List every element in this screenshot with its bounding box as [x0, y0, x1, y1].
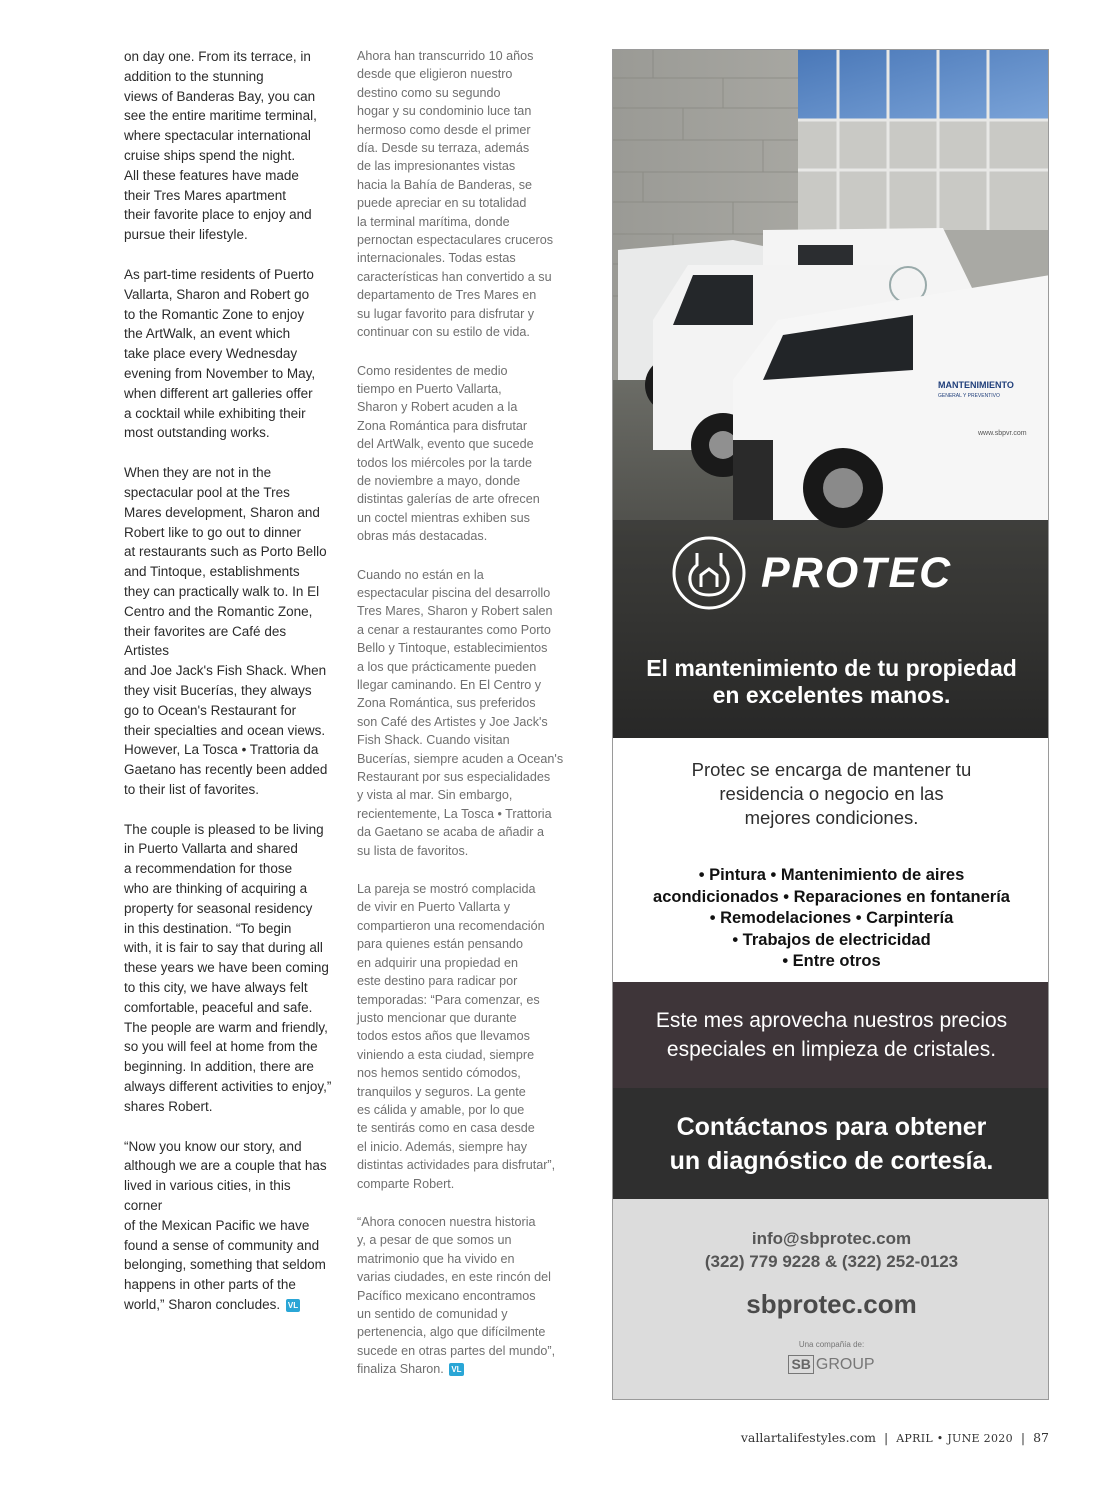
protec-logo	[671, 535, 952, 611]
sb-logo-word: GROUP	[815, 1355, 875, 1373]
ad-promo-banner: Este mes aprovecha nuestros precios especiales en limpieza de cristales.	[613, 982, 1049, 1088]
van-sign-main-text: MANTENIMIENTO	[938, 380, 1014, 390]
page-number: 87	[1033, 1430, 1049, 1445]
van-url-text: www.sbpvr.com	[978, 430, 1027, 437]
article-paragraph: As part-time residents of Puerto Vallarta, Sharon and Robert go to the Romantic Zone to enjoy the ArtWalk, an event which take place every Wednesday evening from November to May, when different art galleries offer a cocktail while exhibiting their most outstanding works.	[124, 266, 316, 441]
footer-separator: |	[1020, 1430, 1026, 1445]
article-paragraph: When they are not in the spectacular pool at the Tres Mares development, Sharon and Robert like to go out to dinner at restaurants such as Porto Bello and Tintoque, establishments they can practically walk to. In El Centro and the Romantic Zone, their favorites are Café des Artistes and Joe Jack's Fish Shack. When they visit Bucerías, they always go to Ocean's Restaurant for their specialties and ocean views. However, La Tosca • Trattoria da Gaetano has recently been added to their list of favorites.	[124, 465, 328, 797]
vl-end-mark-icon: VL	[451, 1365, 462, 1375]
article-column-english	[124, 47, 332, 1335]
ad-services-block	[613, 738, 1049, 982]
service-line: • Remodelaciones • Carpintería	[709, 909, 954, 927]
article-column-spanish	[357, 47, 567, 1399]
article-paragraph-text: “Now you know our story, and although we are a couple that has lived in various cities, in this corner of the Mexican Pacific we have found a sense of community and belonging, something that seldom happens in other parts of the world,” Sharon concludes.	[124, 1138, 327, 1313]
ad-intro-text: Protec se encarga de mantener tu residencia o negocio en las mejores condiciones.	[691, 759, 972, 828]
contact-email[interactable]: info@sbprotec.com	[751, 1229, 912, 1248]
company-label: Una compañía de:	[798, 1340, 865, 1349]
article-paragraph: Como residentes de medio tiempo en Puerto Vallarta, Sharon y Robert acuden a la Zona Romántica para disfrutar del ArtWalk, evento que sucede todos los miércoles por la tarde de noviembre a mayo, donde distintas galerías de arte ofrecen un coctel mientras exhiben sus obras más destacadas.	[357, 363, 540, 544]
article-paragraph: Ahora han transcurrido 10 años desde que eligieron nuestro destino como su segundo hogar y su condominio luce tan hermoso como desde el primer día. Desde su terraza, además de las impresionantes vistas hacia la Bahía de Banderas, se puede apreciar en su totalidad la terminal marítima, donde pernoctan espectaculares cruceros internacionales. Todas estas características han convertido a su departamento de Tres Mares en su lugar favorito para disfrutar y continuar con su estilo de vida.	[357, 49, 554, 340]
protec-brand-name: PROTEC	[761, 548, 953, 597]
sb-logo-box: SB	[788, 1355, 813, 1374]
ad-photo-vans	[613, 50, 1049, 740]
article-paragraph: La pareja se mostró complacida de vivir en Puerto Vallarta y compartieron una recomendación para quienes están pensando en adquirir una propiedad en este destino para radicar por temporadas: “Para comenzar, es justo mencionar que durante todos estos años que llevamos viniendo a esta ciudad, siempre nos hemos sentido cómodos, tranquilos y seguros. La gente es cálida y amable, por lo que te sentirás como en casa desde el inicio. Además, siempre hay distintas actividades para disfrutar”, comparte Robert.	[357, 882, 556, 1191]
protec-house-icon	[671, 535, 747, 611]
service-line: acondicionados • Reparaciones en fontanería	[653, 887, 1010, 906]
page-footer	[741, 1430, 1049, 1445]
article-paragraph: on day one. From its terrace, in addition to the stunning views of Banderas Bay, you can see the entire maritime terminal, where spectacular international cruise ships spend the night. All these features have made their Tres Mares apartment their favorite place to enjoy and pursue their lifestyle.	[124, 49, 317, 243]
van-photo-illustration	[613, 50, 1049, 740]
service-line: • Trabajos de electricidad	[732, 930, 931, 949]
contact-phones: (322) 779 9228 & (322) 252-0123	[704, 1252, 959, 1271]
article-paragraph-final	[357, 1213, 567, 1379]
footer-separator: |	[883, 1430, 889, 1445]
service-line: • Pintura • Mantenimiento de aires	[698, 866, 965, 884]
article-paragraph-final	[124, 1137, 332, 1315]
footer-site[interactable]: vallartalifestyles.com	[740, 1430, 876, 1445]
contact-website[interactable]: sbprotec.com	[746, 1289, 917, 1319]
service-line: • Entre otros	[782, 952, 881, 970]
article-paragraph: The couple is pleased to be living in Puerto Vallarta and shared a recommendation for those who are thinking of acquiring a property for seasonal residency in this destination. “To begin with, it is fair to say that during all these years we have been coming to this city, we have always felt comfortable, peaceful and safe. The people are warm and friendly, so you will feel at home from the beginning. In addition, there are always different activities to enjoy,” shares Robert.	[124, 821, 332, 1114]
protec-advertisement	[612, 49, 1049, 1400]
article-paragraph-text: “Ahora conocen nuestra historia y, a pesar de que somos un matrimonio que ha vivido en varias ciudades, en este rincón del Pacífico mexicano encontramos un sentido de comunidad y pertenencia, algo que difícilmente sucede en otras partes del mundo”, finaliza Sharon.	[357, 1214, 556, 1377]
ad-tagline: El mantenimiento de tu propiedad en excelentes manos.	[646, 655, 1017, 708]
ad-services-list	[613, 865, 1049, 973]
van-sign-sub-text: GENERAL Y PREVENTIVO	[938, 393, 1000, 399]
ad-call-to-action: Contáctanos para obtener un diagnóstico de cortesía.	[613, 1088, 1049, 1199]
vl-end-mark-icon: VL	[287, 1301, 299, 1311]
sb-group-logo	[613, 1355, 1049, 1374]
article-paragraph: Cuando no están en la espectacular piscina del desarrollo Tres Mares, Sharon y Robert salen a cenar a restaurantes como Porto Bello y Tintoque, establecimientos a los que prácticamente pueden llegar caminando. En El Centro y Zona Romántica, sus preferidos son Café des Artistes y Joe Jack's Fish Shack. Cuando visitan Bucerías, siempre acuden a Ocean's Restaurant por sus especialidades y vista al mar. Sin embargo, recientemente, La Tosca • Trattoria da Gaetano se acaba de añadir a su lista de favoritos.	[357, 567, 564, 858]
ad-contact-block	[613, 1199, 1049, 1400]
footer-issue: APRIL • JUNE 2020	[896, 1432, 1013, 1445]
